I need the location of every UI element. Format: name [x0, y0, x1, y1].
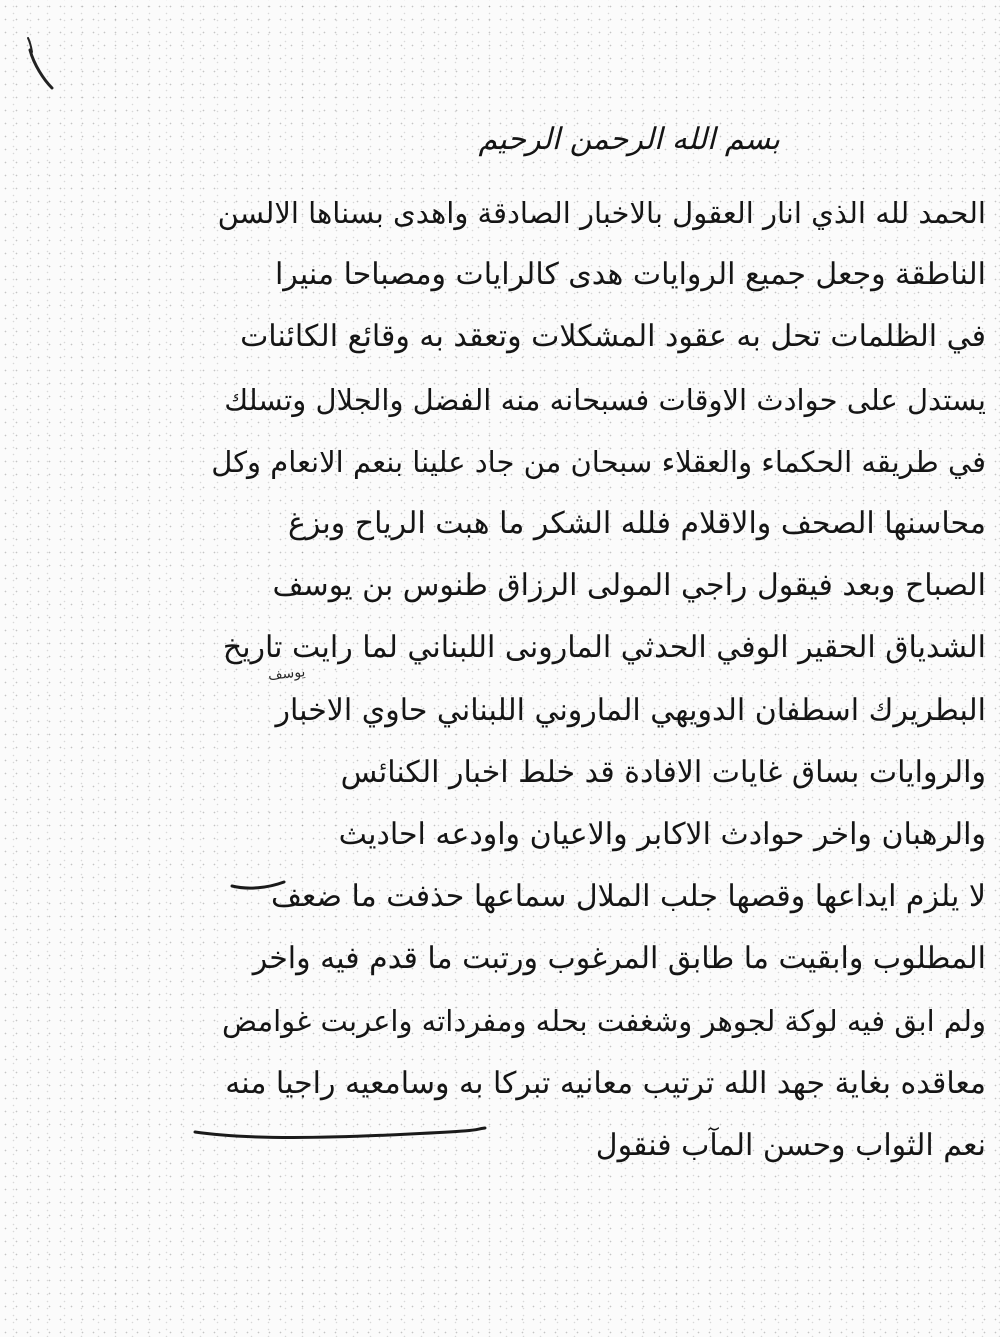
- text-line: نعم الثواب وحسن المآب فنقول: [595, 1127, 986, 1163]
- text-line: الشدياق الحقير الوفي الحدثي المارونى اللبناني لما رايت تاريخ: [222, 630, 986, 666]
- text-line: البطريرك اسطفان الدويهي الماروني اللبناني حاوي الاخبار: [275, 692, 986, 728]
- text-line: يستدل على حوادث الاوقات فسبحانه منه الفضل والجلال وتسلك: [224, 382, 986, 417]
- text-line: معاقده بغاية جهد الله ترتيب معانيه تبركا به وسامعيه راجيا منه: [225, 1065, 986, 1101]
- text-line: محاسنها الصحف والاقلام فلله الشكر ما هبت الرياح وبزغ: [287, 505, 986, 541]
- text-line: الحمد لله الذي انار العقول بالاخبار الصادقة واهدى بسناها الالسن: [217, 196, 986, 230]
- text-line: لا يلزم ايداعها وقصها جلب الملال سماعها حذفت ما ضعف: [270, 879, 986, 915]
- manuscript-text: [200, 182, 1000, 1177]
- closing-flourish-line: [190, 1118, 490, 1148]
- basmala-heading: بسم الله الرحمن الرحيم: [478, 122, 780, 157]
- text-line: في طريقه الحكماء والعقلاء سبحان من جاد علينا بنعم الانعام وكل: [211, 444, 986, 479]
- text-line: والروايات بساق غايات الافادة قد خلط اخبار الكنائس: [340, 754, 986, 790]
- text-line: ولم ابق فيه لوكة لجوهر وشغفت بحله ومفرداته واعربت غوامض: [222, 1004, 986, 1039]
- interlinear-note: يوسف: [267, 664, 307, 684]
- text-line: في الظلمات تحل به عقود المشكلات وتعقد به وقائع الكائنات: [240, 319, 986, 355]
- text-line: والرهبان واخر حوادث الاكابر والاعيان واودعه احاديث: [338, 816, 986, 852]
- text-line: الصباح وبعد فيقول راجي المولى الرزاق طنوس بن يوسف: [272, 568, 986, 604]
- line-end-flourish: [228, 874, 288, 894]
- text-line: الناطقة وجعل جميع الروايات هدى كالرايات ومصباحا منيرا: [274, 257, 986, 293]
- text-line: المطلوب وابقيت ما طابق المرغوب ورتبت ما قدم فيه واخر: [252, 941, 986, 977]
- folio-number-mark: [22, 20, 62, 90]
